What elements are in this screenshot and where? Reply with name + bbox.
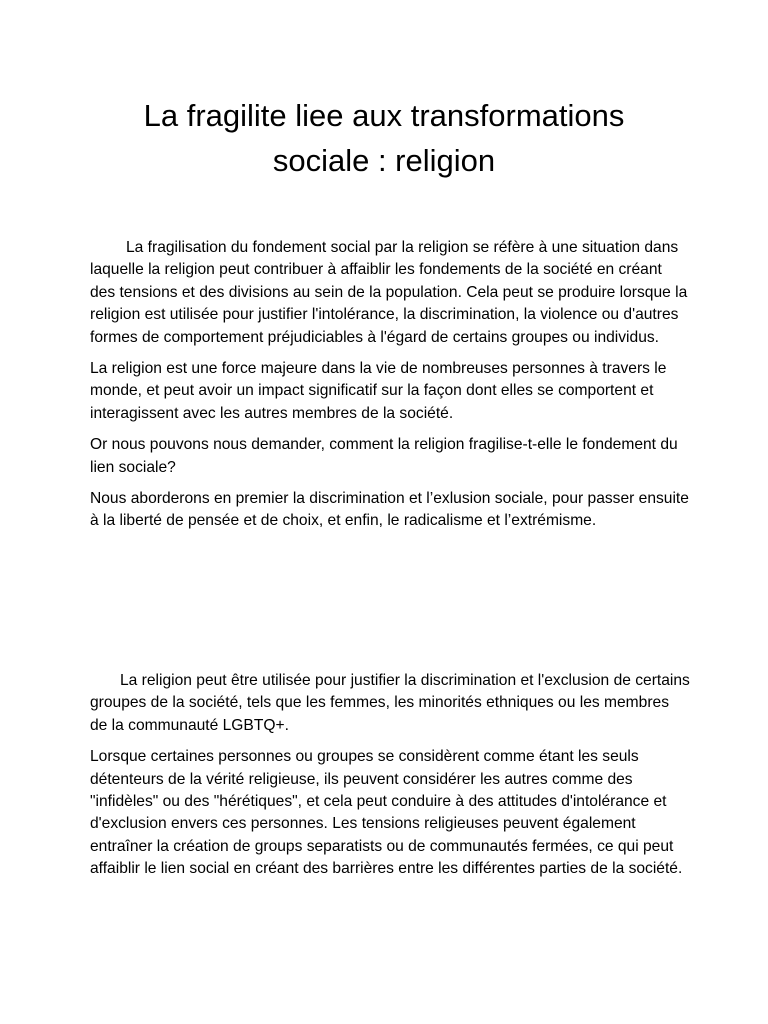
paragraph: La fragilisation du fondement social par la religion se réfère à une situation dans laquelle la religion peut contribuer à affaiblir les fondements de la société en créant des tensions et des divisions au sein de la population. Cela peut se produire lorsque la religion est utilisée pour justifier l'intolérance, la discrimination, la violence ou d'autres formes de comportement préjudiciables à l'égard de certains groupes ou individus. bbox=[90, 239, 688, 346]
document-title bbox=[90, 93, 678, 183]
paragraph: La religion peut être utilisée pour justifier la discrimination et l'exclusion de certains groupes de la société, tels que les femmes, les minorités ethniques ou les membres de la communauté LGBTQ+. bbox=[90, 672, 690, 734]
discrimination-section bbox=[90, 670, 690, 890]
title-line-1: La fragilite liee aux transformations bbox=[143, 98, 625, 133]
title-line-2: sociale : religion bbox=[272, 143, 496, 178]
paragraph: Lorsque certaines personnes ou groupes se considèrent comme étant les seuls détenteurs de la vérité religieuse, ils peuvent considérer les autres comme des "infidèles" ou des "hérétiques", et cela peut conduire à des attitudes d'intolérance et d'exclusion envers ces personnes. Les tensions religieuses peuvent également entraîner la création de groups separatists ou de communautés fermées, ce qui peut affaiblir le lien social en créant des barrières entre les différentes parties de la société. bbox=[90, 748, 683, 878]
paragraph: La religion est une force majeure dans la vie de nombreuses personnes à travers le monde, et peut avoir un impact significatif sur la façon dont elles se comportent et interagissent avec les autres membres de la société. bbox=[90, 360, 667, 422]
paragraph: Nous aborderons en premier la discrimination et l’exlusion sociale, pour passer ensuite à la liberté de pensée et de choix, et enfin, le radicalisme et l’extrémisme. bbox=[90, 490, 689, 530]
paragraph: Or nous pouvons nous demander, comment la religion fragilise-t-elle le fondement du lien sociale? bbox=[90, 436, 678, 476]
introduction-section bbox=[90, 237, 690, 542]
